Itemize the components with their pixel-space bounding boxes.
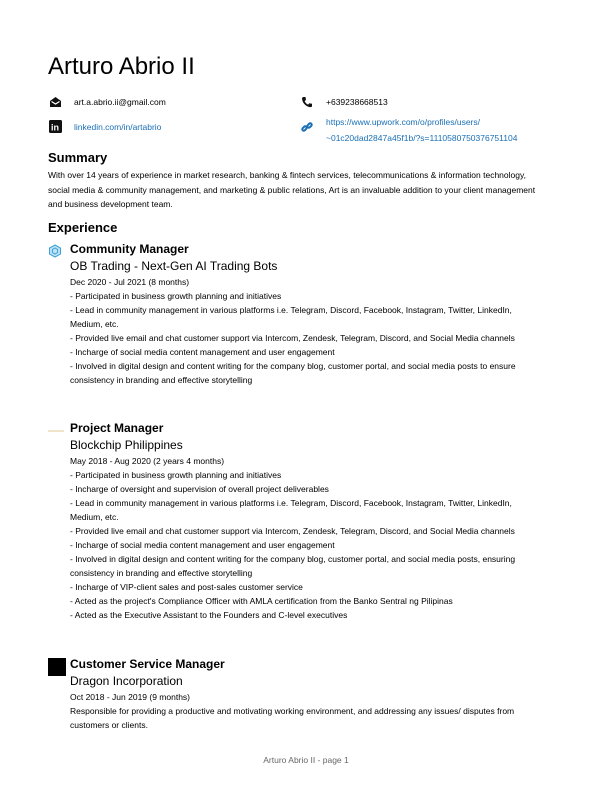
linkedin-contact: [48, 119, 161, 133]
job-line: - Incharge of social media content management and user engagement: [70, 540, 335, 550]
linkedin-icon: [48, 119, 62, 133]
job-title: Community Manager: [70, 242, 189, 256]
job-line: Responsible for providing a productive and motivating working environment, and addressing any issues/ disputes from customers or clients.: [70, 706, 515, 730]
envelope-icon: [48, 95, 62, 109]
job-line: - Involved in digital design and content writing for the company blog, customer portal, and social media posts to ensure consistency in branding and effective storytelling: [70, 361, 516, 385]
job-line: - Incharge of oversight and supervision of overall project deliverables: [70, 484, 329, 494]
job-line: - Acted as the Executive Assistant to the Founders and C-level executives: [70, 610, 348, 620]
job-title: Customer Service Manager: [70, 657, 225, 671]
job-line: - Involved in digital design and content writing for the company blog, customer portal, and social media posts, ensuring consistency in branding and effective storytelling: [70, 554, 516, 578]
summary-heading: Summary: [48, 150, 108, 165]
upwork-link[interactable]: [326, 114, 517, 146]
experience-heading: Experience: [48, 220, 118, 235]
job-line: - Participated in business growth planning and initiatives: [70, 470, 282, 480]
job-line: - Participated in business growth planning and initiatives: [70, 291, 282, 301]
summary-text: With over 14 years of experience in market research, banking & fintech services, telecommunications & information technology, social media & community management, and marketing & public relations, Art is an invaluable addition to your client management and business development team.: [48, 170, 536, 209]
job-line: - Incharge of VIP-client sales and post-sales customer service: [70, 582, 303, 592]
upwork-link-line2[interactable]: ~01c20dad2847a45f1b/?s=1110580750376751104: [326, 133, 518, 143]
upwork-link-line1[interactable]: https://www.upwork.com/o/profiles/users/: [326, 117, 481, 127]
phone-icon: [300, 95, 314, 109]
email-text[interactable]: art.a.abrio.ii@gmail.com: [74, 97, 166, 107]
job-dates: Oct 2018 - Jun 2019 (9 months): [70, 692, 191, 702]
job-line: - Lead in community management in various platforms i.e. Telegram, Discord, Facebook, Instagram, Twitter, LinkedIn, Medium, etc.: [70, 498, 512, 522]
job-line: - Lead in community management in various platforms i.e. Telegram, Discord, Facebook, Instagram, Twitter, LinkedIn, Medium, etc.: [70, 305, 512, 329]
job-title: Project Manager: [70, 421, 164, 435]
email-contact: [48, 95, 166, 109]
job-line: - Provided live email and chat customer support via Intercom, Zendesk, Telegram, Discord, and Social Media channels: [70, 333, 515, 343]
company-name: Blockchip Philippines: [70, 438, 183, 452]
company-logo-icon: [48, 244, 64, 260]
company-name: OB Trading - Next-Gen AI Trading Bots: [70, 259, 278, 273]
job-line: - Incharge of social media content management and user engagement: [70, 347, 335, 357]
linkedin-link[interactable]: linkedin.com/in/artabrio: [74, 122, 162, 132]
company-logo-icon: [48, 658, 66, 676]
svg-text:in: in: [50, 122, 59, 132]
company-logo-icon: [48, 423, 64, 439]
upwork-contact: [300, 114, 517, 146]
job-dates: Dec 2020 - Jul 2021 (8 months): [70, 277, 190, 287]
candidate-name: Arturo Abrio II: [48, 53, 195, 80]
job-dates: May 2018 - Aug 2020 (2 years 4 months): [70, 456, 225, 466]
company-name: Dragon Incorporation: [70, 674, 183, 688]
phone-contact: [300, 95, 388, 109]
link-icon: [300, 120, 314, 134]
phone-text: +639238668513: [326, 97, 388, 107]
job-line: - Acted as the project's Compliance Officer with AMLA certification from the Banko Sentral ng Pilipinas: [70, 596, 453, 606]
page-footer: Arturo Abrio II - page 1: [263, 755, 349, 765]
job-line: - Provided live email and chat customer support via Intercom, Zendesk, Telegram, Discord, and Social Media channels: [70, 526, 515, 536]
